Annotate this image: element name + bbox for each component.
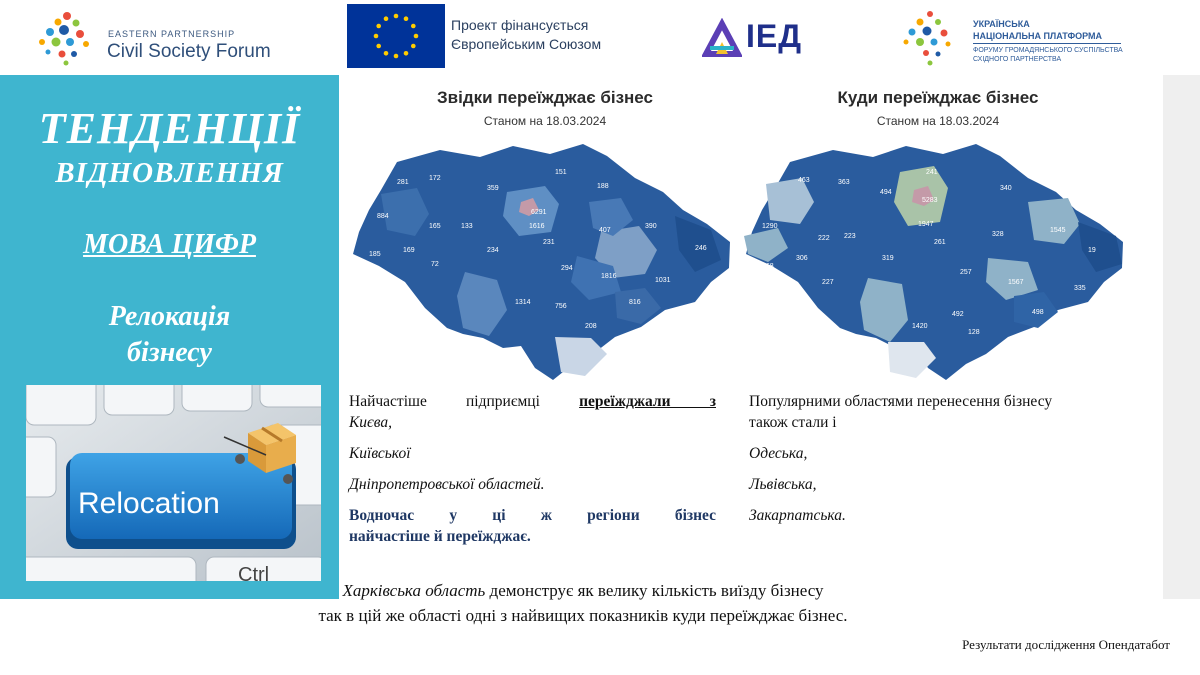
region-value-label: 363 bbox=[838, 179, 850, 186]
region-value-label: 1567 bbox=[1008, 279, 1024, 286]
map-origin-date: Станом на 18.03.2024 bbox=[483, 114, 607, 128]
title-line-1: ТЕНДЕНЦІЇ bbox=[38, 104, 301, 153]
conclusion-line-2: так в цій же області одні з найвищих показників куди переїжджає бізнес. bbox=[318, 606, 848, 625]
text-left-column bbox=[349, 391, 716, 547]
region-value-label: 188 bbox=[597, 183, 609, 190]
region-value-label: 816 bbox=[629, 299, 641, 306]
map-origin-svg bbox=[345, 132, 745, 382]
region-value-label: 165 bbox=[429, 223, 441, 230]
region-value-label: 222 bbox=[818, 235, 830, 242]
region-value-label: 208 bbox=[585, 323, 597, 330]
eu-stars-icon bbox=[347, 4, 445, 68]
conclusion-rest: демонструє як велику кількість виїзду бізнесу bbox=[485, 581, 824, 600]
unp-dots-icon bbox=[900, 8, 966, 68]
region-value-label: 1616 bbox=[529, 223, 545, 230]
region-value-label: 294 bbox=[561, 265, 573, 272]
region-value-label: 1816 bbox=[601, 273, 617, 280]
region-value-label: 407 bbox=[599, 227, 611, 234]
region-value-label: 172 bbox=[429, 175, 441, 182]
region-value-label: 246 bbox=[695, 245, 707, 252]
region-value-label: 151 bbox=[555, 169, 567, 176]
ctrl-key-label: Ctrl bbox=[238, 564, 270, 581]
region-value-label: 227 bbox=[822, 279, 834, 286]
region-value-label: 5283 bbox=[922, 197, 938, 204]
header-bar bbox=[0, 0, 1200, 75]
right-paragraph-3: Львівська, bbox=[749, 476, 817, 493]
region-value-label: 234 bbox=[487, 247, 499, 254]
region-value-label: 359 bbox=[487, 185, 499, 192]
region-value-label: 231 bbox=[543, 239, 555, 246]
unp-divider bbox=[973, 43, 1121, 44]
conclusion-line-1 bbox=[0, 581, 1166, 601]
unp-line-3: ФОРУМУ ГРОМАДЯНСЬКОГО СУСПІЛЬСТВА bbox=[973, 47, 1123, 54]
region-value-label: 328 bbox=[992, 231, 1004, 238]
text-right-column bbox=[749, 391, 1139, 526]
region-value-label: 257 bbox=[960, 269, 972, 276]
csf-big-text: Civil Society Forum bbox=[107, 41, 271, 62]
left-paragraph-3: Дніпропетровської областей. bbox=[349, 476, 545, 493]
region-value-label: 319 bbox=[882, 255, 894, 262]
ied-text: ІЕД bbox=[746, 18, 803, 54]
left-title-panel bbox=[0, 75, 339, 599]
ied-logo bbox=[702, 18, 812, 58]
unp-line-1: УКРАЇНСЬКА bbox=[973, 19, 1030, 29]
region-value-label: 223 bbox=[844, 233, 856, 240]
eu-line-1: Проект фінансується bbox=[451, 17, 589, 33]
region-value-label: 468 bbox=[762, 263, 774, 270]
conclusion-region: Харківська область bbox=[342, 581, 486, 600]
map-destination bbox=[738, 80, 1138, 390]
region-value-label: 241 bbox=[926, 169, 938, 176]
left-paragraph-1 bbox=[349, 391, 716, 412]
topic-line-2: бізнесу bbox=[127, 337, 212, 368]
map-origin-title: Звідки переїжджає бізнес bbox=[437, 88, 653, 107]
title-line-2: ВІДНОВЛЕННЯ bbox=[55, 157, 284, 189]
region-value-label: 133 bbox=[461, 223, 473, 230]
region-value-label: 1947 bbox=[918, 221, 934, 228]
region-value-label: 261 bbox=[934, 239, 946, 246]
right-paragraph-2: Одеська, bbox=[749, 445, 808, 462]
region-value-label: 72 bbox=[431, 261, 439, 268]
region-value-label: 128 bbox=[968, 329, 980, 336]
key-label: Relocation bbox=[78, 487, 220, 520]
left-p1-b: переїжджали з bbox=[579, 393, 716, 410]
region-value-label: 463 bbox=[798, 177, 810, 184]
right-margin-strip bbox=[1163, 75, 1200, 599]
unp-logo bbox=[900, 8, 1140, 70]
map-origin bbox=[345, 80, 745, 390]
csf-small-text: EASTERN PARTNERSHIP bbox=[108, 29, 236, 39]
ukraine-shape bbox=[353, 144, 730, 380]
region-value-label: 492 bbox=[952, 311, 964, 318]
right-paragraph-4: Закарпатська. bbox=[749, 507, 846, 524]
unp-line-2: НАЦІОНАЛЬНА ПЛАТФОРМА bbox=[973, 31, 1103, 41]
region-value-label: 1314 bbox=[515, 299, 531, 306]
source-note: Результати дослідження Опендатабот bbox=[962, 637, 1170, 652]
right-p1-line2: також стали і bbox=[749, 414, 837, 431]
right-p1-line1: Популярними областями перенесення бізнесу bbox=[749, 393, 1053, 410]
region-value-label: 340 bbox=[1000, 185, 1012, 192]
eu-flag bbox=[347, 4, 445, 68]
region-value-label: 335 bbox=[1074, 285, 1086, 292]
left-p1-a: Найчастіше підприємці bbox=[349, 393, 580, 410]
region-value-label: 390 bbox=[645, 223, 657, 230]
map-destination-date: Станом на 18.03.2024 bbox=[876, 114, 1000, 128]
csf-logo bbox=[34, 8, 294, 68]
left-paragraph-2: Київської bbox=[349, 445, 411, 462]
region-value-label: 756 bbox=[555, 303, 567, 310]
region-value-label: 494 bbox=[880, 189, 892, 196]
ied-triangle-icon bbox=[702, 18, 742, 58]
region-value-label: 498 bbox=[1032, 309, 1044, 316]
map-destination-title: Куди переїжджає бізнес bbox=[837, 88, 1039, 107]
region-value-label: 19 bbox=[1088, 247, 1096, 254]
region-value-label: 6291 bbox=[531, 209, 547, 216]
region-value-label: 1031 bbox=[655, 277, 671, 284]
region-value-label: 1545 bbox=[1050, 227, 1066, 234]
section-subtitle: МОВА ЦИФР bbox=[83, 229, 256, 260]
topic-line-1: Релокація bbox=[108, 301, 231, 332]
left-p4-line1: Водночас у ці ж регіони бізнес bbox=[349, 507, 716, 524]
region-value-label: 185 bbox=[369, 251, 381, 258]
eu-line-2: Європейським Союзом bbox=[451, 36, 602, 52]
left-p4-line2: найчастіше й переїжджає. bbox=[349, 528, 531, 545]
region-value-label: 169 bbox=[403, 247, 415, 254]
region-value-label: 1420 bbox=[912, 323, 928, 330]
map-destination-svg bbox=[738, 132, 1138, 382]
csf-dots-icon bbox=[34, 8, 100, 68]
region-value-label: 306 bbox=[796, 255, 808, 262]
relocation-photo bbox=[26, 385, 321, 581]
region-value-label: 884 bbox=[377, 213, 389, 220]
unp-line-4: СХІДНОГО ПАРТНЕРСТВА bbox=[973, 56, 1062, 63]
region-value-label: 281 bbox=[397, 179, 409, 186]
region-value-label: 1290 bbox=[762, 223, 778, 230]
eu-funding-text bbox=[451, 16, 601, 54]
left-p1-c: Києва, bbox=[349, 414, 393, 431]
